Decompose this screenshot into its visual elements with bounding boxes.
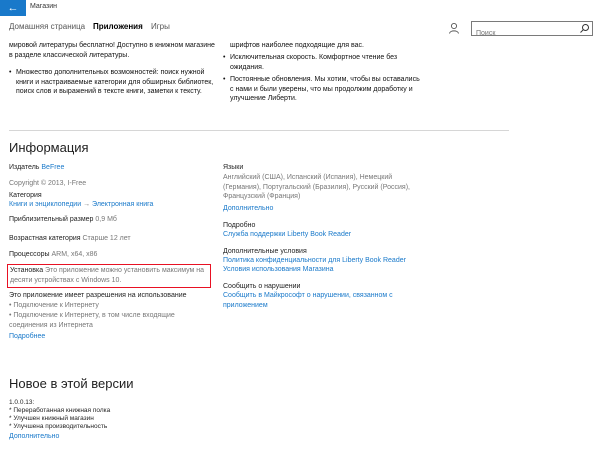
bullet: • xyxy=(223,54,226,61)
publisher-link[interactable]: BeFree xyxy=(41,164,65,171)
tab-games[interactable]: Игры xyxy=(151,22,170,31)
window-title: Магазин xyxy=(30,3,58,10)
feature-text: Множество дополнительных возможностей: поиск нужной книги и настраиваемые категории для обширных библиотек, поиск слов и выражений в тексте книги, заметки к тексту. xyxy=(16,69,214,95)
user-icon[interactable] xyxy=(448,22,460,34)
feature-item xyxy=(223,53,413,72)
whatsnew-more-link[interactable]: Дополнительно xyxy=(9,433,60,440)
permission-item: • Подключение к Интернету, в том числе входящие соединения из Интернета xyxy=(9,312,175,329)
feature-text: Исключительная скорость. Комфортное чтение без ожидания. xyxy=(230,54,398,71)
languages-label: Языки xyxy=(223,164,244,171)
publisher-label: Издатель xyxy=(9,164,40,171)
publisher-row xyxy=(9,163,64,173)
copyright: Copyright © 2013, I-Free xyxy=(9,180,87,187)
permission-item: • Подключение к Интернету xyxy=(9,302,99,309)
languages-more-link[interactable]: Дополнительно xyxy=(223,205,274,212)
feature-text: Постоянные обновления. Мы хотим, чтобы вы оставались с нами и были уверены, что мы продолжим доработку и улучшение Либерти. xyxy=(230,76,420,102)
version-number: 1.0.0.13: xyxy=(9,399,35,406)
bullet: • xyxy=(9,69,12,76)
processors-label: Процессоры xyxy=(9,251,50,258)
privacy-policy-link[interactable]: Политика конфиденциальности для Liberty Book Reader xyxy=(223,257,406,264)
feature-text: шрифтов наиболее подходящие для вас. xyxy=(230,42,364,49)
feature-item xyxy=(9,41,215,60)
feature-item xyxy=(223,75,421,104)
bullet: • xyxy=(223,76,226,83)
tab-home[interactable]: Домашняя страница xyxy=(9,22,86,31)
search-box[interactable] xyxy=(471,21,593,36)
back-button[interactable] xyxy=(0,0,26,16)
feature-item xyxy=(223,41,423,51)
more-info-label: Подробно xyxy=(223,222,256,229)
whatsnew-title: Новое в этой версии xyxy=(9,376,134,391)
search-input[interactable] xyxy=(472,27,576,40)
category-link-ebook[interactable]: Электронная книга xyxy=(92,201,154,208)
age-value: Старше 12 лет xyxy=(82,235,131,242)
search-icon[interactable] xyxy=(579,23,590,34)
whatsnew-item: * Улучшен книжный магазин xyxy=(9,415,94,422)
languages-value: Английский (США), Испанский (Испания), Немецкий (Германия), Португальский (Бразилия), Русский (Россия), Французский (Франция) xyxy=(223,174,410,200)
support-link[interactable]: Служба поддержки Liberty Book Reader xyxy=(223,231,352,238)
size-value: 0,9 Мб xyxy=(95,216,117,223)
processors-value: ARM, x64, x86 xyxy=(51,251,98,258)
terms-label: Дополнительные условия xyxy=(223,248,307,255)
permissions-label: Это приложение имеет разрешения на использование xyxy=(9,292,187,299)
install-row xyxy=(10,266,210,285)
size-row xyxy=(9,215,117,225)
store-terms-link[interactable]: Условия использования Магазина xyxy=(223,266,334,273)
back-arrow-icon: ← xyxy=(7,2,19,14)
age-label: Возрастная категория xyxy=(9,235,81,242)
report-label: Сообщить о нарушении xyxy=(223,283,301,290)
install-label: Установка xyxy=(10,267,44,274)
size-label: Приблизительный размер xyxy=(9,216,94,223)
category-separator: → xyxy=(83,201,91,208)
feature-text: мировой литературы бесплатно! Доступно в книжном магазине в разделе классической литературы. xyxy=(9,42,215,59)
title-bar xyxy=(0,0,600,16)
age-row xyxy=(9,234,131,244)
tab-apps[interactable]: Приложения xyxy=(93,22,143,31)
feature-item xyxy=(9,68,226,97)
install-value: Это приложение можно установить максимум на десяти устройствах с Windows 10. xyxy=(10,267,205,284)
divider xyxy=(9,130,509,131)
category-links xyxy=(9,200,153,210)
whatsnew-item: * Улучшена производительность xyxy=(9,423,108,430)
info-title: Информация xyxy=(9,140,89,155)
permissions-more-link[interactable]: Подробнее xyxy=(9,333,46,340)
category-link-books[interactable]: Книги и энциклопедии xyxy=(9,201,82,208)
whatsnew-item: * Переработанная книжная полка xyxy=(9,407,111,414)
category-label: Категория xyxy=(9,192,42,199)
processors-row xyxy=(9,250,97,260)
report-link[interactable]: Сообщить в Майкрософт о нарушении, связанном с приложением xyxy=(223,292,393,309)
